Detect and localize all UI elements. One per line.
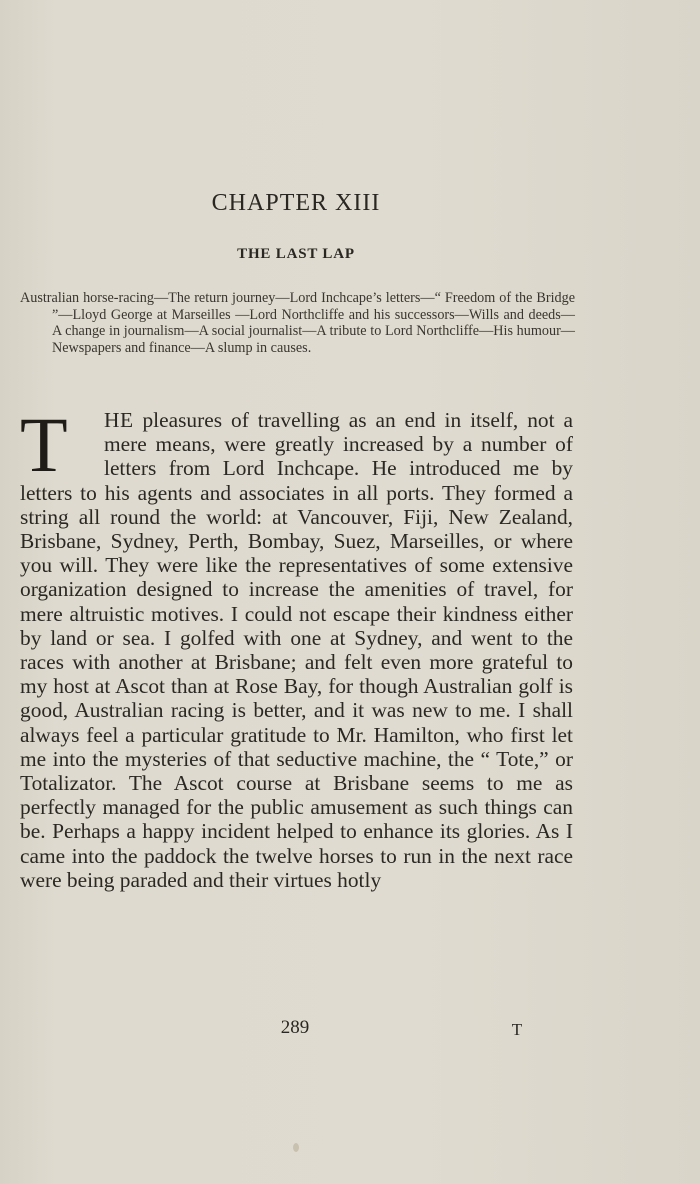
chapter-subtitle: THE LAST LAP — [237, 246, 355, 262]
body-text: pleasures of travelling as an end in itself, not a mere means, were greatly increased by a number of letters from Lord Inchcape. He introduced me by letters to his agents and associates in all ports. They formed a string all round the world: at Vancouver, Fiji, New Zealand, Brisbane, Sydney, Perth, Bombay, Suez, Marseilles, or where you will. They were like the representatives of some extensive organization designed to increase the amenities of travel, for mere altruistic motives. I could not escape their kindness either by land or sea. I golfed with one at Sydney, and went to the races with another at Brisbane; and felt even more grateful to my host at Ascot than at Rose Bay, for though Australian golf is good, Australian racing is better, and it was new to me. I shall always feel a particular gratitude to Mr. Hamilton, who first let me into the mysteries of that seductive machine, the “ Tote,” or Totalizator. The Ascot course at Brisbane seems to me as perfectly managed for the public amusement as such things can be. Perhaps a happy incident helped to enhance its glories. As I came into the paddock the twelve horses to run in the next race were being paraded and their virtues hotly — [20, 408, 573, 892]
chapter-synopsis: Australian horse-racing—The return journey—Lord Inchcape’s letters—“ Freedom of the Bridge ”—Lloyd George at Marseilles —Lord Northcliffe and his successors—Wills and deeds—A change in journalism—A social journalist—A tribute to Lord Northcliffe—His humour—Newspapers and finance—A slump in causes. — [20, 290, 575, 356]
body-paragraph — [20, 401, 573, 892]
opening-small-caps: HE — [104, 408, 134, 432]
drop-cap: T — [20, 401, 68, 488]
chapter-heading: CHAPTER XIII — [211, 190, 381, 216]
paper-speck — [293, 1143, 299, 1152]
page-number: 289 — [280, 1017, 310, 1038]
signature-mark: T — [511, 1020, 523, 1039]
